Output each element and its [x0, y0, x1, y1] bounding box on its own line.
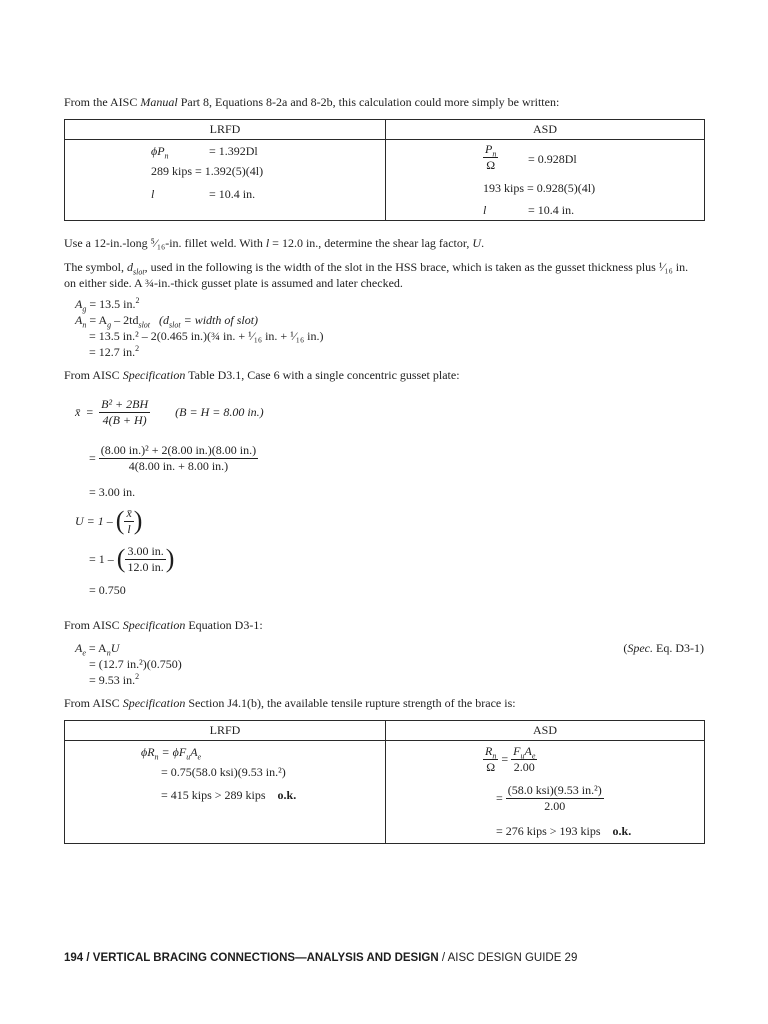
- shear-lag-result: = 0.750: [89, 583, 126, 597]
- spec-reference: (Spec. Eq. D3-1): [623, 641, 704, 655]
- intro-paragraph-2: From AISC Specification Table D3.1, Case 6 with a single concentric gusset plate:: [64, 368, 460, 382]
- asd-header: ASD: [386, 721, 705, 741]
- intro-paragraph-1: From the AISC Manual Part 8, Equations 8-2a and 8-2b, this calculation could more simply be written:: [64, 95, 560, 109]
- weld-paragraph: Use a 12-in.-long ⁵⁄₁₆-in. fillet weld. With l = 12.0 in., determine the shear lag factor, U.: [64, 236, 485, 250]
- effective-area: $A_e = A_nU$: [75, 641, 120, 658]
- net-area: $A_n = A_g - 2td_{slot}$ ($d_{slot}$ = width of slot): [75, 313, 259, 330]
- gross-area: $A_g = 13.5$ in.$^2$: [75, 296, 140, 314]
- pn-over-omega: $\frac{P_n}{\Omega}$: [485, 142, 497, 172]
- lrfd-asd-table-rupture: [64, 720, 705, 844]
- lrfd-cell: $\phi R_n = \phi F_uA_e$ = 0.75(58.0 ksi)(9.53 in.²) = 415 kips > 289 kips o.k.: [65, 741, 386, 844]
- net-area-line-3: = 13.5 in.² – 2(0.465 in.)(¾ in. + ¹⁄₁₆ in. + ¹⁄₁₆ in.): [89, 329, 324, 343]
- asd-header: ASD: [386, 120, 705, 140]
- slot-paragraph: The symbol, $d_{slot}$, used in the following is the width of the slot in the HSS brace, which is taken as the gusset thickness plus ¹⁄₁₆ in.: [64, 260, 689, 277]
- net-area-result: = 12.7 in.$^2$: [89, 344, 140, 359]
- shear-lag-equation: U = 1 – ( $\frac{x̄}{l}$ ): [75, 505, 143, 536]
- lrfd-header: LRFD: [65, 120, 386, 140]
- fu-ae-over-two: $\frac{F_uA_e}{2.00}$: [513, 744, 536, 774]
- page-footer: 194 / VERTICAL BRACING CONNECTIONS—ANALYSIS AND DESIGN / AISC DESIGN GUIDE 29: [64, 952, 578, 964]
- intro-paragraph-4: From AISC Specification Section J4.1(b), the available tensile rupture strength of the brace is:: [64, 696, 516, 710]
- asd-cell: $\frac{P_n}{\Omega}$ = 0.928Dl 193 kips = 0.928(5)(4l) l = 10.4 in.: [386, 140, 705, 221]
- xbar-substitution: = $\frac{\text{(8.00 in.)² + 2(8.00 in.)(8.00 in.)}}{4(8.00 in. + 8.00 in.)}$: [89, 443, 257, 473]
- lrfd-cell: $\phi P_n$ = 1.392Dl 289 kips = 1.392(5)(4l) l = 10.4 in.: [65, 140, 386, 221]
- lrfd-asd-table-weld-length: [64, 119, 705, 221]
- asd-cell: $\frac{R_n}{\Omega}$ = $\frac{F_uA_e}{2.00}$ = $\frac{\text{(58.0 ksi)(9.53 in.²)}}{2.00}$ = 276 kips > 193 kips o.k.: [386, 741, 705, 844]
- effective-area-result: = 9.53 in.$^2$: [89, 672, 140, 687]
- xbar-result: = 3.00 in.: [89, 485, 136, 499]
- rn-over-omega: $\frac{R_n}{\Omega}$: [485, 744, 497, 774]
- shear-lag-substitution: = 1 – ( $\frac{3.00 in.}{12.0 in.}$ ): [89, 543, 175, 574]
- lrfd-header: LRFD: [65, 721, 386, 741]
- effective-area-line-2: = (12.7 in.²)(0.750): [89, 657, 182, 671]
- xbar-equation: x̄ = $\frac{\text{B² + 2BH}}{4(B + H)}$ (B = H = 8.00 in.): [75, 397, 264, 427]
- slot-paragraph-line-2: on either side. A ¾-in.-thick gusset plate is assumed and later checked.: [64, 276, 403, 290]
- intro-paragraph-3: From AISC Specification Equation D3-1:: [64, 618, 263, 632]
